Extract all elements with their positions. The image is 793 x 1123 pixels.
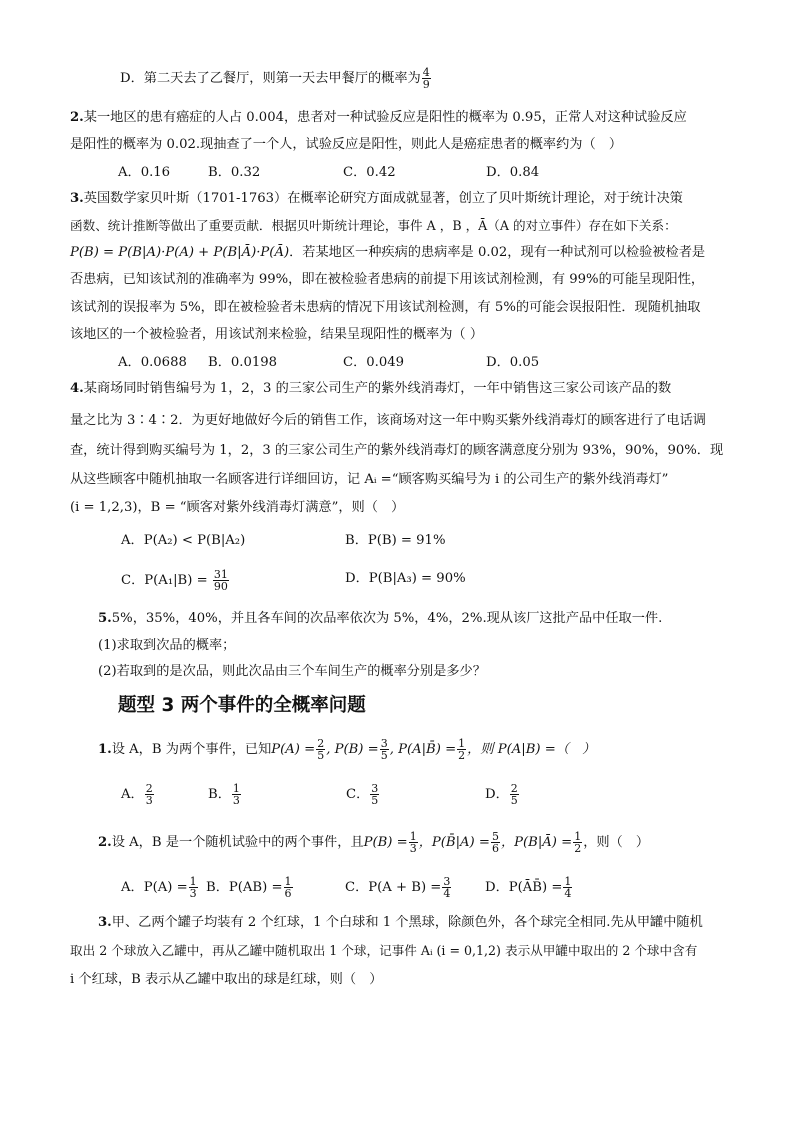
option-fraction (189, 876, 198, 899)
fraction-denominator: 3 (409, 842, 417, 855)
option-fraction (232, 783, 241, 806)
s3q2-p3: ，P(B|Ā) = (500, 835, 573, 850)
s3q3-number: 3. (98, 915, 112, 930)
option-text: A．P(A) = (121, 880, 188, 895)
q4-option-c-text: C．P(A₁|B) = (121, 573, 208, 588)
s3q3-line-2: 取出 2 个球放入乙罐中，再从乙罐中随机取出 1 个球，记事件 Aᵢ (i = 0,1,2) 表示从甲罐中取出的 2 个球中含有 (70, 943, 698, 958)
q2-option-d[interactable]: D．0.84 (486, 165, 540, 180)
q2-option-a[interactable]: A．0.16 (118, 165, 171, 180)
s3q2-p1-fraction (409, 831, 418, 854)
s3q1-pab: , P(A|B̄) = (389, 742, 457, 757)
fraction-numerator: 2 (145, 782, 153, 795)
q4-number: 4. (70, 381, 84, 396)
option-fraction (510, 783, 519, 806)
fraction-denominator: 2 (458, 749, 466, 762)
s3q1-line (98, 738, 595, 761)
fraction-denominator: 4 (443, 887, 451, 900)
option-text: B．P(AB) = (206, 880, 283, 895)
q5-number: 5. (98, 611, 112, 626)
q3-bayes-formula: P(B) = P(B|A)·P(A) + P(B|Ā)·P(Ā) (70, 245, 290, 260)
q4-option-b[interactable]: B．P(B) = 91% (345, 533, 446, 548)
fraction-denominator: 5 (380, 749, 388, 762)
fraction-denominator: 90 (213, 580, 228, 593)
fraction-numerator: 1 (564, 875, 572, 888)
q3-text-3: ．若某地区一种疾病的患病率是 0.02，现有一种试剂可以检验被检者是 (289, 245, 706, 260)
q4-line-5: (i = 1,2,3)，B = “顾客对紫外线消毒灯满意”，则（ ） (70, 500, 405, 515)
s3q2-p2-fraction (491, 831, 500, 854)
q4-line-4: 从这些顾客中随机抽取一名顾客进行详细回访，记 Aᵢ =“顾客购买编号为 i 的公司生产的紫外线消毒灯” (70, 472, 669, 487)
s3q1-pab-fraction (457, 738, 466, 761)
s3q2-p2: ，P(B̄|A) = (418, 835, 490, 850)
s3q1-option-a[interactable] (121, 783, 155, 806)
q2-option-c[interactable]: C．0.42 (343, 165, 396, 180)
s3q1-option-b[interactable] (208, 783, 242, 806)
s3q3-line-1 (98, 913, 703, 933)
q3-line-4: 否患病，已知该试剂的准确率为 99%，即在被检验者患病的前提下用该试剂检测，有 99%的可能呈现阳性， (70, 272, 705, 287)
fraction-denominator: 5 (371, 794, 379, 807)
option-fraction (442, 876, 451, 899)
q4-line-2: 量之比为 3∶4∶2．为更好地做好今后的销售工作，该商场对这一年中购买紫外线消毒灯的顾客进行了电话调 (70, 413, 706, 428)
fraction-numerator: 3 (443, 875, 451, 888)
q5-line-1 (98, 609, 662, 629)
section-heading: 题型 3 两个事件的全概率问题 (118, 695, 366, 716)
option-text: D．P(ĀB̄) = (485, 880, 563, 895)
q4-line-1 (70, 379, 671, 399)
prev-option-d-fraction (422, 67, 431, 90)
s3q1-pb-fraction (380, 738, 389, 761)
fraction-denominator: 6 (284, 887, 292, 900)
s3q2-line (98, 831, 649, 854)
s3q2-text: 设 A，B 是一个随机试验中的两个事件，且 (111, 835, 364, 850)
option-fraction (370, 783, 379, 806)
q3-option-d[interactable]: D．0.05 (486, 355, 540, 370)
s3q1-option-d[interactable] (485, 783, 520, 806)
q3-line-1 (70, 189, 683, 209)
q2-line-2: 是阳性的概率为 0.02.现抽查了一个人，试验反应是阳性，则此人是癌症患者的概率约为（ ） (70, 137, 623, 152)
option-fraction (284, 876, 293, 899)
fraction-numerator: 1 (409, 830, 417, 843)
q4-option-c-fraction (213, 569, 229, 592)
q4-option-c[interactable] (121, 569, 230, 592)
q3-option-c[interactable]: C．0.049 (343, 355, 405, 370)
s3q1-option-c[interactable] (346, 783, 380, 806)
s3q2-option-c[interactable] (345, 876, 452, 899)
prev-option-d-text: D．第二天去了乙餐厅，则第一天去甲餐厅的概率为 (120, 71, 421, 86)
fraction-numerator: 31 (213, 568, 228, 581)
q3-line-2: 函数、统计推断等做出了重要贡献．根据贝叶斯统计理论，事件 A ，B ，Ā（A 的对立事件）存在如下关系： (70, 218, 677, 233)
s3q2-option-a[interactable] (121, 876, 199, 899)
q5-text-1: 5%，35%，40%，并且各车间的次品率依次为 5%，4%，2%.现从该厂这批产品中任取一件. (111, 611, 663, 626)
fraction-numerator: 1 (232, 782, 240, 795)
s3q2-p3-fraction (573, 831, 582, 854)
option-label: C． (346, 787, 370, 802)
option-text: C．P(A + B) = (345, 880, 442, 895)
fraction-denominator: 2 (574, 842, 582, 855)
s3q1-pa-fraction (316, 738, 325, 761)
fraction-numerator: 1 (458, 737, 466, 750)
q3-line-6: 该地区的一个被检验者，用该试剂来检验，结果呈现阳性的概率为（ ） (70, 327, 484, 342)
s3q1-number: 1. (98, 742, 112, 757)
s3q3-line-3: i 个红球，B 表示从乙罐中取出的球是红球，则（ ） (70, 972, 383, 987)
q5-line-2: (1)求取到次品的概率； (98, 638, 236, 653)
fraction-numerator: 4 (422, 66, 430, 79)
q4-option-a[interactable]: A．P(A₂) < P(B|A₂) (121, 533, 246, 548)
q3-option-a[interactable]: A．0.0688 (118, 355, 187, 370)
s3q2-tail: ，则（ ） (583, 835, 650, 850)
s3q2-p1: P(B) = (363, 835, 408, 850)
q3-line-3 (70, 243, 705, 263)
fraction-numerator: 3 (380, 737, 388, 750)
fraction-denominator: 5 (510, 794, 518, 807)
fraction-numerator: 2 (510, 782, 518, 795)
s3q1-pa: P(A) = (271, 742, 316, 757)
q3-number: 3. (70, 191, 84, 206)
fraction-numerator: 1 (284, 875, 292, 888)
q4-option-d[interactable]: D．P(B|A₃) = 90% (345, 571, 466, 586)
fraction-denominator: 3 (145, 794, 153, 807)
q4-line-3: 查，统计得到购买编号为 1，2，3 的三家公司生产的紫外线消毒灯的顾客满意度分别为 93%，90%，90%．现 (70, 443, 724, 458)
fraction-denominator: 3 (232, 794, 240, 807)
fraction-denominator: 4 (564, 887, 572, 900)
fraction-numerator: 2 (317, 737, 325, 750)
option-label: D． (485, 787, 509, 802)
q3-line-5: 该试剂的误报率为 5%，即在被检验者未患病的情况下用该试剂检测，有 5%的可能会误报阳性．现随机抽取 (70, 300, 701, 315)
fraction-numerator: 5 (491, 830, 499, 843)
prev-option-d (120, 67, 432, 90)
s3q1-text: 设 A，B 为两个事件，已知 (111, 742, 272, 757)
fraction-denominator: 9 (422, 78, 430, 91)
s3q1-tail: ，则 P(A|B) =（ ） (467, 742, 596, 757)
s3q2-option-b[interactable] (206, 876, 294, 899)
q5-line-3: (2)若取到的是次品，则此次品由三个车间生产的概率分别是多少？ (98, 664, 486, 679)
s3q2-number: 2. (98, 835, 112, 850)
q3-text-1: 英国数学家贝叶斯（1701-1763）在概率论研究方面成就显著，创立了贝叶斯统计理论，对于统计决策 (83, 191, 683, 206)
fraction-numerator: 1 (189, 875, 197, 888)
q2-line-1 (70, 108, 687, 128)
fraction-numerator: 1 (574, 830, 582, 843)
s3q1-pb: , P(B) = (326, 742, 379, 757)
option-label: A． (121, 787, 144, 802)
option-fraction (563, 876, 572, 899)
q3-option-b[interactable]: B．0.0198 (208, 355, 278, 370)
q2-number: 2. (70, 110, 84, 125)
fraction-denominator: 5 (317, 749, 325, 762)
option-fraction (145, 783, 154, 806)
fraction-denominator: 6 (491, 842, 499, 855)
s3q3-text-1: 甲、乙两个罐子均装有 2 个红球，1 个白球和 1 个黑球，除颜色外，各个球完全相同.先从甲罐中随机 (111, 915, 703, 930)
fraction-numerator: 3 (371, 782, 379, 795)
s3q2-option-d[interactable] (485, 876, 573, 899)
q2-text-1: 某一地区的患有癌症的人占 0.004，患者对一种试验反应是阳性的概率为 0.95，正常人对这种试验反应 (83, 110, 687, 125)
option-label: B． (208, 787, 231, 802)
q4-text-1: 某商场同时销售编号为 1，2，3 的三家公司生产的紫外线消毒灯，一年中销售这三家公司该产品的数 (83, 381, 672, 396)
q2-option-b[interactable]: B．0.32 (208, 165, 261, 180)
fraction-denominator: 3 (189, 887, 197, 900)
